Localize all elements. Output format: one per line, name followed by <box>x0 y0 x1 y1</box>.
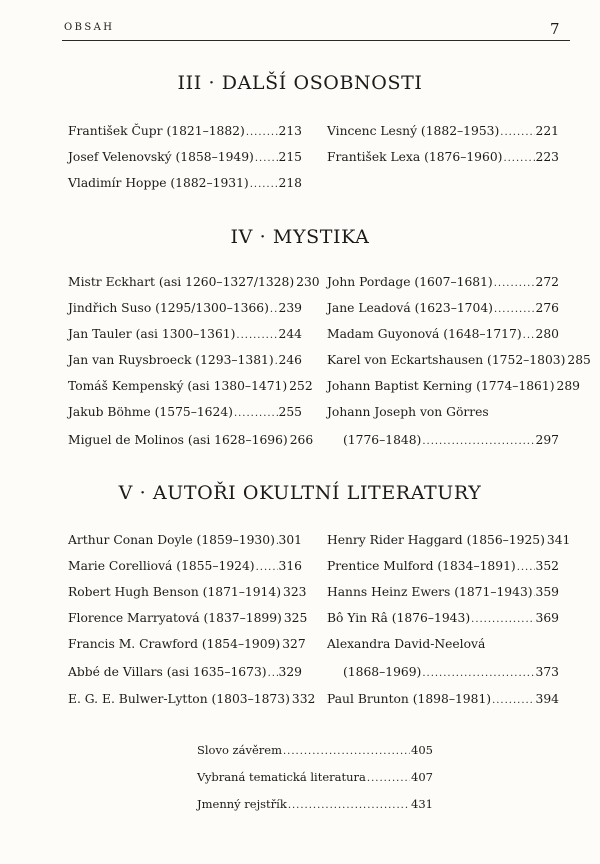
leader-dots <box>471 614 534 625</box>
toc-entry-name: František Lexa (1876–1960) <box>327 150 503 164</box>
toc-entry <box>68 405 302 422</box>
toc-entry-name: Henry Rider Haggard (1856–1925) <box>327 533 545 547</box>
toc-entry-name: Tomáš Kempenský (asi 1380–1471) <box>68 379 288 393</box>
toc-entry-name: Miguel de Molinos (asi 1628–1696) <box>68 433 288 447</box>
leader-dots <box>250 179 278 190</box>
leader-dots <box>275 356 278 367</box>
leader-dots <box>503 153 534 164</box>
toc-entry-page: 373 <box>535 665 559 679</box>
toc-entry <box>68 559 302 576</box>
toc-entry-page: 352 <box>535 559 559 573</box>
toc-entry-name: John Pordage (1607–1681) <box>327 275 493 289</box>
toc-entry <box>68 585 307 602</box>
leader-dots <box>422 436 534 447</box>
toc-entry <box>68 665 302 682</box>
header-rule <box>62 40 570 41</box>
toc-entry-page: 316 <box>278 559 302 573</box>
toc-entry <box>68 176 302 193</box>
toc-entry-page: 266 <box>289 433 314 447</box>
toc-entry-page: 255 <box>278 405 302 419</box>
toc-entry-page: 394 <box>535 692 559 706</box>
toc-entry-name: Mistr Eckhart (asi 1260–1327/1328) <box>68 275 295 289</box>
toc-entry-page: 215 <box>278 150 302 164</box>
leader-dots <box>492 695 534 706</box>
toc-entry-name: Hanns Heinz Ewers (1871–1943) <box>327 585 533 599</box>
leader-dots <box>270 304 278 315</box>
leader-dots <box>523 330 535 341</box>
toc-entry-name: Jan van Ruysbroeck (1293–1381) <box>68 353 274 367</box>
toc-entry <box>327 301 559 318</box>
toc-entry-name: Vladimír Hoppe (1882–1931) <box>68 176 249 190</box>
toc-entry-name: Vybraná tematická literatura <box>197 770 366 784</box>
toc-entry-name: Johann Baptist Kerning (1774–1861) <box>327 379 555 393</box>
toc-entry-page: 297 <box>535 433 559 447</box>
page-number: 7 <box>550 20 560 38</box>
toc-entry <box>68 533 302 550</box>
toc-entry-name: Madam Guyonová (1648–1717) <box>327 327 522 341</box>
toc-entry <box>197 743 433 760</box>
leader-dots <box>283 746 410 757</box>
toc-entry <box>343 433 559 450</box>
toc-entry <box>68 611 308 628</box>
toc-entry-name: Francis M. Crawford (1854–1909) <box>68 637 281 651</box>
leader-dots <box>367 773 410 784</box>
toc-entry <box>327 327 559 344</box>
leader-dots <box>236 330 277 341</box>
toc-entry-name: Paul Brunton (1898–1981) <box>327 692 492 706</box>
toc-entry-name: Arthur Conan Doyle (1859–1930) <box>68 533 275 547</box>
toc-entry-name: Florence Marryatová (1837–1899) <box>68 611 282 625</box>
toc-entry-name: Bô Yin Râ (1876–1943) <box>327 611 471 625</box>
toc-entry-page: 327 <box>282 637 306 651</box>
toc-entry-page: 359 <box>535 585 559 599</box>
toc-entry-page: 223 <box>535 150 559 164</box>
toc-entry <box>197 797 433 814</box>
toc-entry-name: Jan Tauler (asi 1300–1361) <box>68 327 236 341</box>
toc-entry-name: Abbé de Villars (asi 1635–1673) <box>68 665 267 679</box>
toc-entry <box>68 637 306 654</box>
toc-entry <box>327 124 559 141</box>
section-title-iv: IV · MYSTIKA <box>230 226 370 248</box>
toc-entry <box>327 275 559 292</box>
leader-dots <box>234 408 278 419</box>
toc-entry-page: 329 <box>278 665 302 679</box>
toc-entry-page: 369 <box>535 611 559 625</box>
toc-entry-name: Karel von Eckartshausen (1752–1803) <box>327 353 566 367</box>
leader-dots <box>256 562 278 573</box>
toc-entry <box>68 275 320 292</box>
toc-entry-name-line1: Johann Joseph von Görres <box>327 405 489 419</box>
toc-entry <box>327 692 559 709</box>
toc-entry-name: Jindřich Suso (1295/1300–1366) <box>68 301 269 315</box>
toc-entry <box>327 611 559 628</box>
toc-entry-page: 272 <box>535 275 559 289</box>
toc-entry <box>68 353 302 370</box>
toc-entry-page: 239 <box>278 301 302 315</box>
toc-entry-page: 218 <box>278 176 302 190</box>
toc-entry-page: 323 <box>283 585 307 599</box>
toc-entry <box>68 150 302 167</box>
leader-dots <box>288 800 410 811</box>
leader-dots <box>276 536 278 547</box>
toc-entry-page: 332 <box>291 692 316 706</box>
leader-dots <box>422 668 534 679</box>
toc-entry <box>68 301 302 318</box>
toc-entry-page: 405 <box>411 743 433 757</box>
toc-entry-name: E. G. E. Bulwer-Lytton (1803–1873) <box>68 692 290 706</box>
toc-entry <box>327 585 559 602</box>
section-title-iii: III · DALŠÍ OSOBNOSTI <box>177 72 423 94</box>
toc-entry-page: 280 <box>535 327 559 341</box>
toc-entry-page: 431 <box>411 797 433 811</box>
toc-entry-name: Slovo závěrem <box>197 743 282 757</box>
toc-entry-name: Jmenný rejstřík <box>197 797 287 811</box>
toc-entry-name: (1868–1969) <box>343 665 422 679</box>
leader-dots <box>500 127 534 138</box>
toc-entry-name: Jane Leadová (1623–1704) <box>327 301 493 315</box>
leader-dots <box>517 562 535 573</box>
toc-entry <box>68 327 302 344</box>
toc-entry <box>327 533 571 550</box>
toc-entry <box>327 559 559 576</box>
toc-entry <box>327 353 591 370</box>
leader-dots <box>255 153 278 164</box>
leader-dots <box>246 127 278 138</box>
toc-entry-page: 341 <box>546 533 571 547</box>
toc-entry-page: 301 <box>278 533 302 547</box>
toc-entry-page: 244 <box>278 327 302 341</box>
running-head: OBSAH <box>64 22 115 33</box>
toc-entry-page: 289 <box>556 379 580 393</box>
toc-entry <box>327 379 580 396</box>
toc-entry-page: 230 <box>296 275 320 289</box>
toc-entry-page: 252 <box>289 379 313 393</box>
toc-entry <box>343 665 559 682</box>
toc-entry <box>327 150 559 167</box>
leader-dots <box>268 668 278 679</box>
toc-entry-name-line1: Alexandra David-Neelová <box>327 637 486 651</box>
toc-entry <box>197 770 433 787</box>
toc-entry <box>68 692 316 709</box>
toc-entry-name: Vincenc Lesný (1882–1953) <box>327 124 500 138</box>
leader-dots <box>534 588 535 599</box>
toc-entry-page: 276 <box>535 301 559 315</box>
toc-entry-name: Prentice Mulford (1834–1891) <box>327 559 516 573</box>
toc-entry-page: 285 <box>567 353 591 367</box>
toc-entry-name: Robert Hugh Benson (1871–1914) <box>68 585 281 599</box>
leader-dots <box>494 304 535 315</box>
toc-entry-name: Jakub Böhme (1575–1624) <box>68 405 233 419</box>
toc-entry-page: 221 <box>535 124 559 138</box>
toc-entry-name: František Čupr (1821–1882) <box>68 124 245 138</box>
section-title-v: V · AUTOŘI OKULTNÍ LITERATURY <box>118 482 482 504</box>
toc-entry-name: Josef Velenovský (1858–1949) <box>68 150 254 164</box>
toc-entry <box>68 379 313 396</box>
toc-entry <box>68 124 302 141</box>
toc-entry-page: 407 <box>411 770 433 784</box>
toc-entry-name: Marie Corelliová (1855–1924) <box>68 559 255 573</box>
toc-entry-page: 325 <box>283 611 308 625</box>
toc-entry-page: 246 <box>278 353 302 367</box>
toc-entry <box>68 433 314 450</box>
leader-dots <box>494 278 535 289</box>
toc-entry-page: 213 <box>278 124 302 138</box>
toc-entry-name: (1776–1848) <box>343 433 422 447</box>
